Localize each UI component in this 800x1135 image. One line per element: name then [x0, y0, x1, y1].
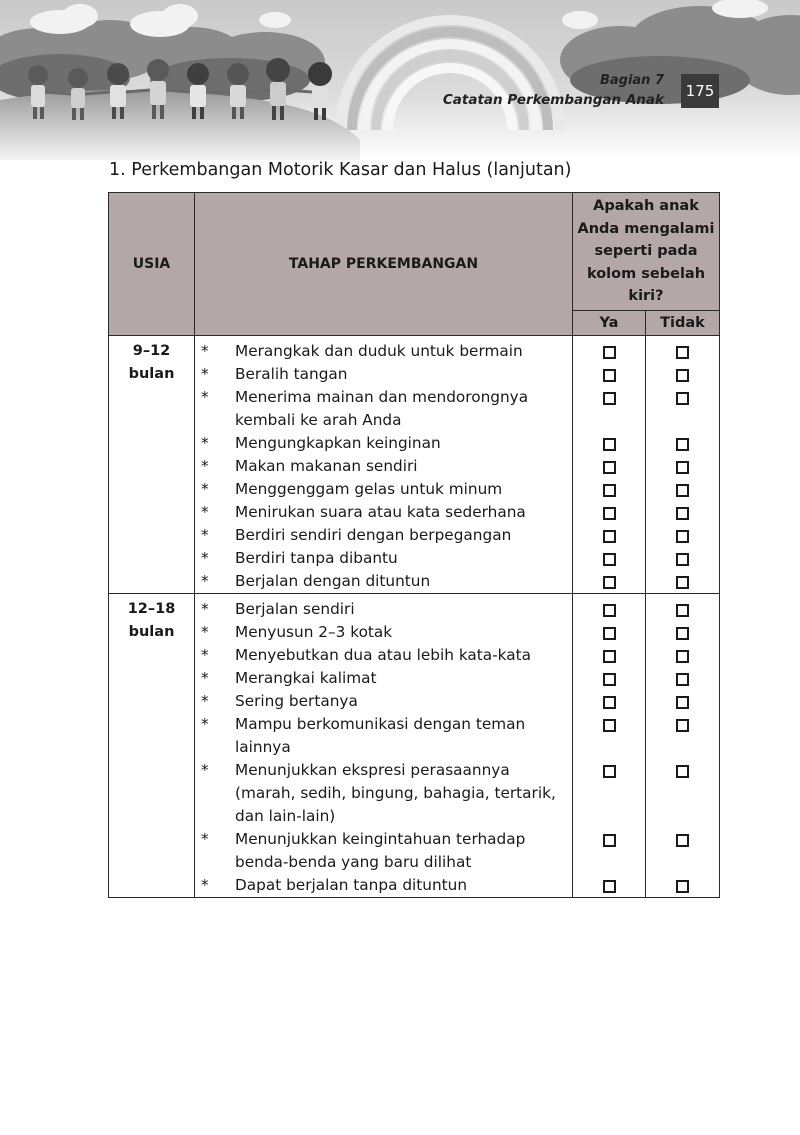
tidak-checkbox-column: [646, 593, 720, 897]
milestone-item: [195, 713, 572, 759]
bullet-asterisk: *: [201, 829, 209, 848]
milestone-item: [195, 478, 572, 501]
development-table-grid: [108, 192, 720, 898]
age-range-line: bulan: [128, 365, 175, 382]
milestone-text: [235, 455, 572, 478]
checkbox-slot: [646, 455, 719, 478]
checkbox-slot: [573, 828, 645, 874]
checkbox-slot: [573, 874, 645, 897]
checkbox-slot: [573, 547, 645, 570]
milestone-text: [235, 874, 572, 897]
milestone-item: [195, 644, 572, 667]
milestone-item: [195, 386, 572, 432]
bullet-asterisk: *: [201, 502, 209, 521]
tidak-checkbox[interactable]: [676, 553, 689, 566]
ya-checkbox[interactable]: [603, 696, 616, 709]
table-body: [109, 335, 720, 897]
milestone-text-line: Menunjukkan keingintahuan terhadap: [235, 829, 526, 848]
header-question: [573, 193, 720, 311]
bullet-asterisk: *: [201, 479, 209, 498]
tidak-checkbox[interactable]: [676, 627, 689, 640]
bullet-asterisk: *: [201, 645, 209, 664]
checkbox-slot: [646, 501, 719, 524]
milestone-list-cell: [195, 335, 573, 593]
checkbox-slot: [573, 363, 645, 386]
checkbox-slot: [573, 621, 645, 644]
header-tahap-perkembangan: TAHAP PERKEMBANGAN: [195, 193, 573, 336]
tidak-checkbox[interactable]: [676, 392, 689, 405]
milestone-text: [235, 340, 572, 363]
milestone-item: [195, 828, 572, 874]
milestone-text: [235, 478, 572, 501]
bullet-asterisk: *: [201, 525, 209, 544]
milestone-item: [195, 667, 572, 690]
milestone-item: [195, 524, 572, 547]
checkbox-slot: [646, 690, 719, 713]
milestone-item: [195, 340, 572, 363]
checkbox-slot: [646, 644, 719, 667]
header-ya: Ya: [573, 310, 646, 335]
milestone-text-line: lainnya: [235, 737, 291, 756]
milestone-text-line: Mengungkapkan keinginan: [235, 433, 441, 452]
milestone-text-line: kembali ke arah Anda: [235, 410, 402, 429]
age-range-cell: [109, 335, 195, 593]
header-tidak: Tidak: [646, 310, 720, 335]
milestone-text: [235, 524, 572, 547]
tidak-checkbox[interactable]: [676, 719, 689, 732]
age-group-row: [109, 593, 720, 897]
ya-checkbox[interactable]: [603, 484, 616, 497]
milestone-item: [195, 759, 572, 828]
checkbox-slot: [646, 432, 719, 455]
ya-checkbox[interactable]: [603, 369, 616, 382]
age-range-line: bulan: [128, 623, 175, 640]
ya-checkbox-column: [573, 593, 646, 897]
age-range-cell: [109, 593, 195, 897]
checkbox-slot: [646, 524, 719, 547]
milestone-text-line: (marah, sedih, bingung, bahagia, tertarik,: [235, 783, 556, 802]
ya-checkbox[interactable]: [603, 650, 616, 663]
ya-checkbox[interactable]: [603, 346, 616, 359]
bullet-asterisk: *: [201, 364, 209, 383]
milestone-text-line: Sering bertanya: [235, 691, 358, 710]
checkbox-slot: [573, 432, 645, 455]
checkbox-slot: [573, 524, 645, 547]
tidak-checkbox[interactable]: [676, 346, 689, 359]
tidak-checkbox[interactable]: [676, 696, 689, 709]
milestone-text: [235, 547, 572, 570]
checkbox-slot: [646, 547, 719, 570]
milestone-text-line: Menirukan suara atau kata sederhana: [235, 502, 526, 521]
checkbox-slot: [646, 363, 719, 386]
ya-checkbox[interactable]: [603, 507, 616, 520]
milestone-text: [235, 598, 572, 621]
chapter-heading: [443, 72, 664, 110]
header-question-line: seperti pada: [594, 243, 698, 259]
milestone-text: [235, 644, 572, 667]
checkbox-slot: [646, 621, 719, 644]
milestone-text-line: Dapat berjalan tanpa dituntun: [235, 875, 468, 894]
tidak-checkbox[interactable]: [676, 484, 689, 497]
milestone-text: [235, 386, 572, 432]
ya-checkbox[interactable]: [603, 438, 616, 451]
bullet-asterisk: *: [201, 387, 209, 406]
ya-checkbox[interactable]: [603, 553, 616, 566]
tidak-checkbox[interactable]: [676, 576, 689, 589]
tidak-checkbox[interactable]: [676, 765, 689, 778]
checkbox-slot: [646, 570, 719, 593]
header-question-line: kolom sebelah: [586, 265, 706, 282]
milestone-text: [235, 570, 572, 593]
tidak-checkbox[interactable]: [676, 834, 689, 847]
milestone-text-line: dan lain-lain): [235, 806, 336, 825]
ya-checkbox[interactable]: [603, 604, 616, 617]
ya-checkbox[interactable]: [603, 392, 616, 405]
bullet-asterisk: *: [201, 714, 209, 733]
checkbox-slot: [573, 570, 645, 593]
tidak-checkbox[interactable]: [676, 530, 689, 543]
tidak-checkbox[interactable]: [676, 650, 689, 663]
ya-checkbox[interactable]: [603, 530, 616, 543]
checkbox-slot: [573, 690, 645, 713]
checkbox-slot: [646, 874, 719, 897]
chapter-label: Bagian 7: [599, 73, 664, 88]
ya-checkbox[interactable]: [603, 673, 616, 686]
milestone-item: [195, 455, 572, 478]
ya-checkbox[interactable]: [603, 880, 616, 893]
checkbox-slot: [573, 759, 645, 828]
checkbox-slot: [573, 386, 645, 432]
milestone-text-line: Menyebutkan dua atau lebih kata-kata: [235, 645, 532, 664]
milestone-text: [235, 621, 572, 644]
milestone-item: [195, 363, 572, 386]
bullet-asterisk: *: [201, 571, 209, 590]
milestone-text-line: Berjalan sendiri: [235, 599, 355, 618]
checkbox-slot: [646, 667, 719, 690]
chapter-title: Catatan Perkembangan Anak: [442, 92, 664, 108]
section-title: 1. Perkembangan Motorik Kasar dan Halus (lanjutan): [109, 160, 572, 180]
checkbox-slot: [646, 386, 719, 432]
ya-checkbox[interactable]: [603, 765, 616, 778]
milestone-text-line: Beralih tangan: [235, 364, 348, 383]
milestone-text-line: Merangkai kalimat: [235, 668, 377, 687]
milestone-text-line: Berdiri tanpa dibantu: [235, 548, 398, 567]
milestone-item: [195, 874, 572, 897]
tidak-checkbox[interactable]: [676, 507, 689, 520]
bullet-asterisk: *: [201, 875, 209, 894]
ya-checkbox[interactable]: [603, 719, 616, 732]
milestone-item: [195, 501, 572, 524]
milestone-item: [195, 621, 572, 644]
bullet-asterisk: *: [201, 668, 209, 687]
bullet-asterisk: *: [201, 599, 209, 618]
checkbox-slot: [646, 828, 719, 874]
milestone-text-line: Menggenggam gelas untuk minum: [235, 479, 503, 498]
bullet-asterisk: *: [201, 622, 209, 641]
milestone-item: [195, 570, 572, 593]
tidak-checkbox-column: [646, 335, 720, 593]
ya-checkbox[interactable]: [603, 461, 616, 474]
milestone-text-line: Makan makanan sendiri: [235, 456, 418, 475]
milestone-text-line: Berjalan dengan dituntun: [235, 571, 431, 590]
header-background-art: [0, 0, 800, 160]
tidak-checkbox[interactable]: [676, 461, 689, 474]
ya-checkbox[interactable]: [603, 834, 616, 847]
milestone-text: [235, 828, 572, 874]
age-group-row: [109, 335, 720, 593]
checkbox-slot: [646, 478, 719, 501]
bullet-asterisk: *: [201, 548, 209, 567]
ya-checkbox[interactable]: [603, 627, 616, 640]
milestone-item: [195, 547, 572, 570]
milestone-text: [235, 759, 572, 828]
age-range-line: 9–12: [132, 342, 171, 359]
bullet-asterisk: *: [201, 341, 209, 360]
milestone-list-cell: [195, 593, 573, 897]
milestone-text: [235, 501, 572, 524]
page-number: 175: [681, 74, 719, 108]
milestone-text: [235, 363, 572, 386]
age-range-line: 12–18: [127, 600, 176, 617]
bullet-asterisk: *: [201, 691, 209, 710]
tidak-checkbox[interactable]: [676, 880, 689, 893]
checkbox-slot: [573, 598, 645, 621]
milestone-item: [195, 598, 572, 621]
milestone-item: [195, 690, 572, 713]
ya-checkbox[interactable]: [603, 576, 616, 589]
checkbox-slot: [646, 598, 719, 621]
checkbox-slot: [573, 340, 645, 363]
development-table: [108, 192, 719, 898]
checkbox-slot: [646, 340, 719, 363]
tidak-checkbox[interactable]: [676, 369, 689, 382]
milestone-item: [195, 432, 572, 455]
checkbox-slot: [646, 713, 719, 759]
bullet-asterisk: *: [201, 760, 209, 779]
milestone-text-line: Berdiri sendiri dengan berpegangan: [235, 525, 512, 544]
tidak-checkbox[interactable]: [676, 438, 689, 451]
milestone-text: [235, 690, 572, 713]
bullet-asterisk: *: [201, 456, 209, 475]
tidak-checkbox[interactable]: [676, 604, 689, 617]
header-question-line: kiri?: [628, 288, 664, 304]
checkbox-slot: [573, 644, 645, 667]
tidak-checkbox[interactable]: [676, 673, 689, 686]
checkbox-slot: [573, 478, 645, 501]
milestone-text-line: benda-benda yang baru dilihat: [235, 852, 472, 871]
milestone-text-line: Merangkak dan duduk untuk bermain: [235, 341, 523, 360]
header-question-line: Apakah anak: [593, 198, 699, 214]
bullet-asterisk: *: [201, 433, 209, 452]
checkbox-slot: [573, 713, 645, 759]
checkbox-slot: [573, 455, 645, 478]
checkbox-slot: [646, 759, 719, 828]
milestone-text: [235, 667, 572, 690]
checkbox-slot: [573, 501, 645, 524]
milestone-text: [235, 713, 572, 759]
milestone-text-line: Mampu berkomunikasi dengan teman: [235, 714, 526, 733]
header-usia: USIA: [109, 193, 195, 336]
header-question-line: Anda mengalami: [577, 220, 715, 237]
milestone-text-line: Menerima mainan dan mendorongnya: [235, 387, 529, 406]
milestone-text-line: Menunjukkan ekspresi perasaannya: [235, 760, 510, 779]
milestone-text: [235, 432, 572, 455]
ya-checkbox-column: [573, 335, 646, 593]
checkbox-slot: [573, 667, 645, 690]
header-illustration: [0, 0, 800, 160]
milestone-text-line: Menyusun 2–3 kotak: [235, 622, 393, 641]
